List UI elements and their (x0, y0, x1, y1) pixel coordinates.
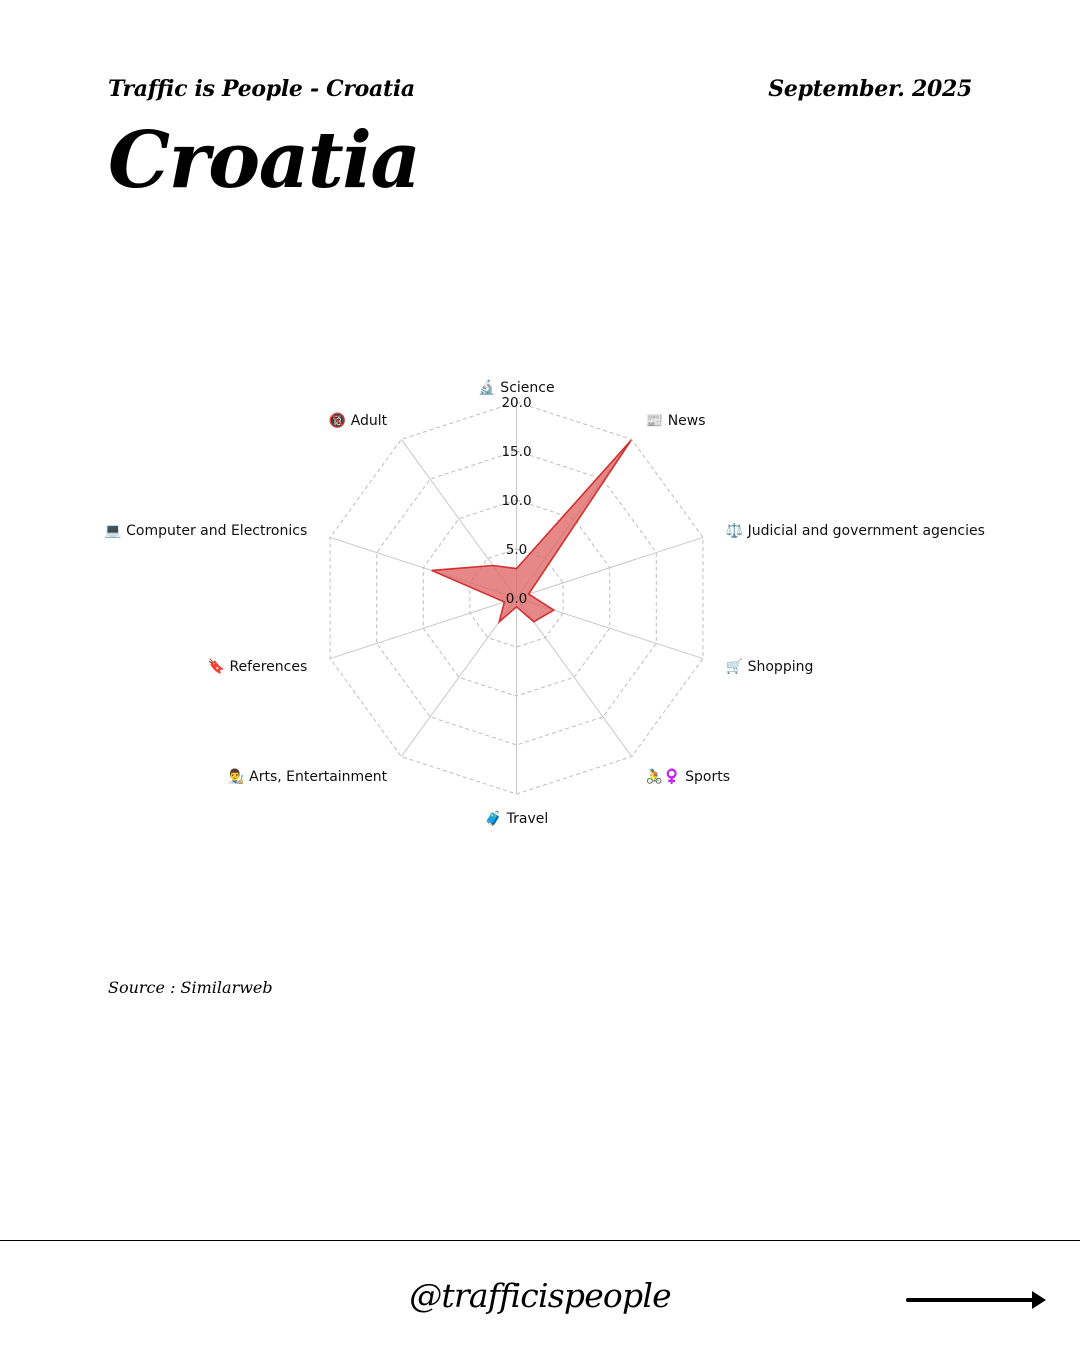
axis-label-shopping: 🛒 Shopping (725, 658, 814, 675)
date-label: September. 2025 (768, 76, 972, 102)
social-handle[interactable]: @trafficispeople (409, 1276, 671, 1315)
tick-label: 20.0 (501, 395, 532, 411)
radar-axis-labels (104, 378, 985, 827)
axis-label-adult: 🔞 Adult (328, 413, 388, 430)
axis-label-references: 🔖 References (207, 658, 308, 675)
series-polygon (432, 440, 631, 622)
arrow-right-icon[interactable] (906, 1288, 1048, 1312)
page-title: Croatia (108, 115, 420, 206)
axis-spoke (330, 598, 516, 659)
axis-label-arts-entertainment: 👨‍🎨 Arts, Entertainment (227, 768, 388, 785)
axis-label-news: 📰 News (645, 413, 706, 430)
tick-label: 10.0 (501, 493, 532, 509)
axis-label-travel: 🧳 Travel (484, 811, 549, 827)
tick-label: 0.0 (505, 591, 528, 607)
tick-label: 5.0 (505, 542, 528, 558)
axis-label-sports: 🚴♀️ Sports (645, 768, 731, 785)
axis-label-science: 🔬 Science (478, 380, 555, 396)
axis-label-judicial-and-government-agencies: ⚖️ Judicial and government agencies (725, 523, 985, 540)
series-title: Traffic is People - Croatia (108, 76, 415, 102)
footer-divider (0, 1240, 1080, 1241)
radar-series (432, 440, 631, 622)
tick-label: 15.0 (501, 444, 532, 460)
axis-label-computer-and-electronics: 💻 Computer and Electronics (104, 523, 308, 540)
source-note: Source : Similarweb (108, 978, 273, 997)
